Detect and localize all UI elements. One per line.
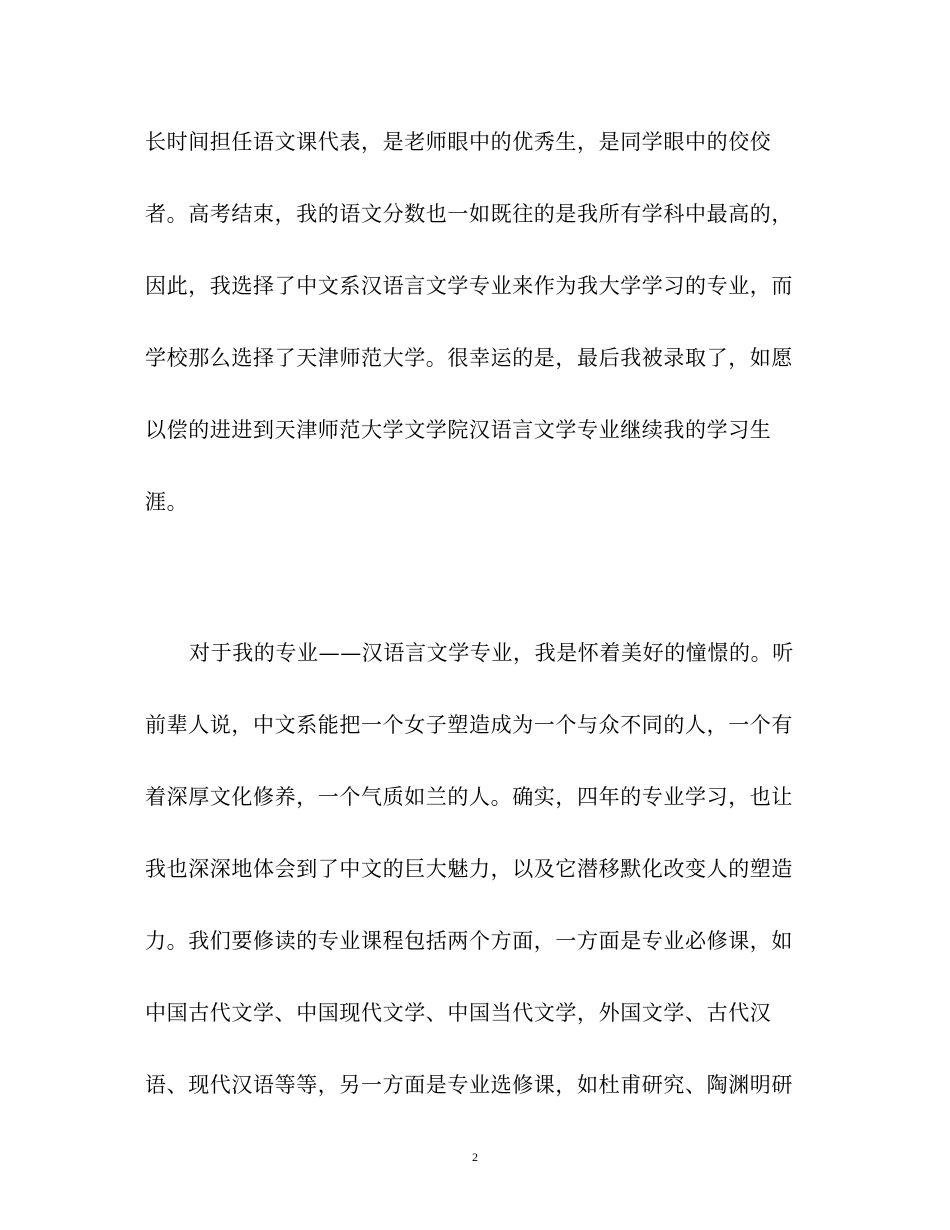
paragraph-line: 学校那么选择了天津师范大学。很幸运的是，最后我被录取了，如愿 — [145, 346, 793, 370]
paragraph-line: 我也深深地体会到了中文的巨大魅力，以及它潜移默化改变人的塑造 — [145, 857, 793, 881]
paragraph-line: 因此，我选择了中文系汉语言文学专业来作为我大学学习的专业，而 — [145, 274, 793, 298]
paragraph-1 — [145, 127, 805, 559]
paragraph-line: 着深厚文化修养，一个气质如兰的人。确实，四年的专业学习，也让 — [145, 785, 793, 809]
paragraph-line: 涯。 — [145, 490, 189, 514]
paragraph-line: 者。高考结束，我的语文分数也一如既往的是我所有学科中最高的， — [145, 202, 793, 226]
paragraph-line: 语、现代汉语等等，另一方面是专业选修课，如杜甫研究、陶渊明研 — [145, 1073, 793, 1097]
paragraph-line: 对于我的专业——汉语言文学专业，我是怀着美好的憧憬的。听 — [189, 641, 794, 665]
paragraph-2 — [145, 638, 805, 1142]
paragraph-line: 长时间担任语文课代表，是老师眼中的优秀生，是同学眼中的佼佼 — [145, 130, 772, 154]
paragraph-line: 以偿的进进到天津师范大学文学院汉语言文学专业继续我的学习生 — [145, 418, 772, 442]
paragraph-line: 力。我们要修读的专业课程包括两个方面，一方面是专业必修课，如 — [145, 929, 793, 953]
paragraph-line: 中国古代文学、中国现代文学、中国当代文学，外国文学、古代汉 — [145, 1001, 772, 1025]
page-number: 2 — [472, 1150, 478, 1164]
paragraph-line: 前辈人说，中文系能把一个女子塑造成为一个与众不同的人，一个有 — [145, 713, 793, 737]
